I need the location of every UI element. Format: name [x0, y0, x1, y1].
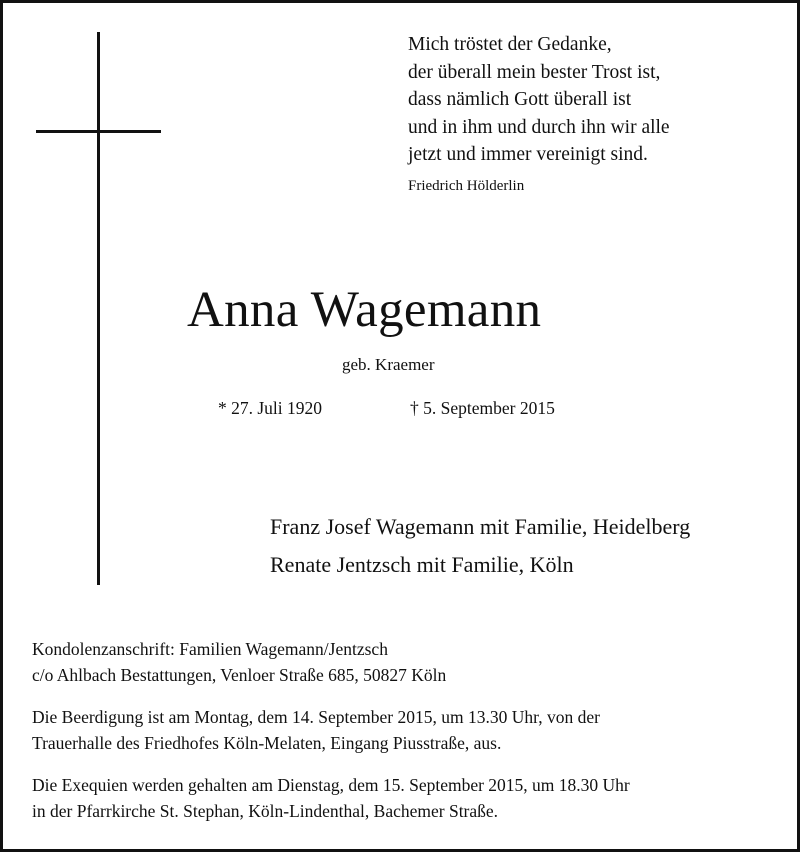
info-line: Die Exequien werden gehalten am Dienstag, dem 15. September 2015, um 18.30 Uhr: [32, 775, 630, 795]
quote-line: Mich tröstet der Gedanke,: [408, 34, 612, 55]
info-line: in der Pfarrkirche St. Stephan, Köln-Lindenthal, Bachemer Straße.: [32, 800, 499, 821]
quote-line: dass nämlich Gott überall ist: [408, 89, 632, 110]
mourner-entry: Renate Jentzsch mit Familie, Köln: [270, 552, 574, 577]
mourner-entry: Franz Josef Wagemann mit Familie, Heidelberg: [270, 514, 691, 539]
birth-date: * 27. Juli 1920: [218, 398, 323, 418]
quote-author: Friedrich Hölderlin: [408, 178, 525, 194]
info-line: c/o Ahlbach Bestattungen, Venloer Straße 685, 50827 Köln: [32, 664, 447, 685]
deceased-name: Anna Wagemann: [187, 282, 542, 338]
funeral-info: [32, 705, 600, 756]
maiden-name: geb. Kraemer: [342, 355, 435, 374]
quote-line: der überall mein bester Trost ist,: [408, 61, 661, 83]
memorial-quote: [408, 31, 670, 169]
condolence-address: [32, 637, 446, 688]
info-line: Die Beerdigung ist am Montag, dem 14. September 2015, um 13.30 Uhr, von der: [32, 707, 600, 727]
requiem-info: [32, 773, 630, 824]
quote-line: und in ihm und durch ihn wir alle: [408, 116, 670, 138]
quote-line: jetzt und immer vereinigt sind.: [408, 144, 648, 165]
info-line: Kondolenzanschrift: Familien Wagemann/Jentzsch: [32, 639, 388, 659]
death-date: † 5. September 2015: [410, 398, 555, 418]
mourners-list: [270, 508, 690, 584]
info-line: Trauerhalle des Friedhofes Köln-Melaten, Eingang Piusstraße, aus.: [32, 732, 502, 753]
cross-icon-vertical-bar: [97, 32, 100, 585]
cross-icon-horizontal-bar: [36, 130, 161, 133]
